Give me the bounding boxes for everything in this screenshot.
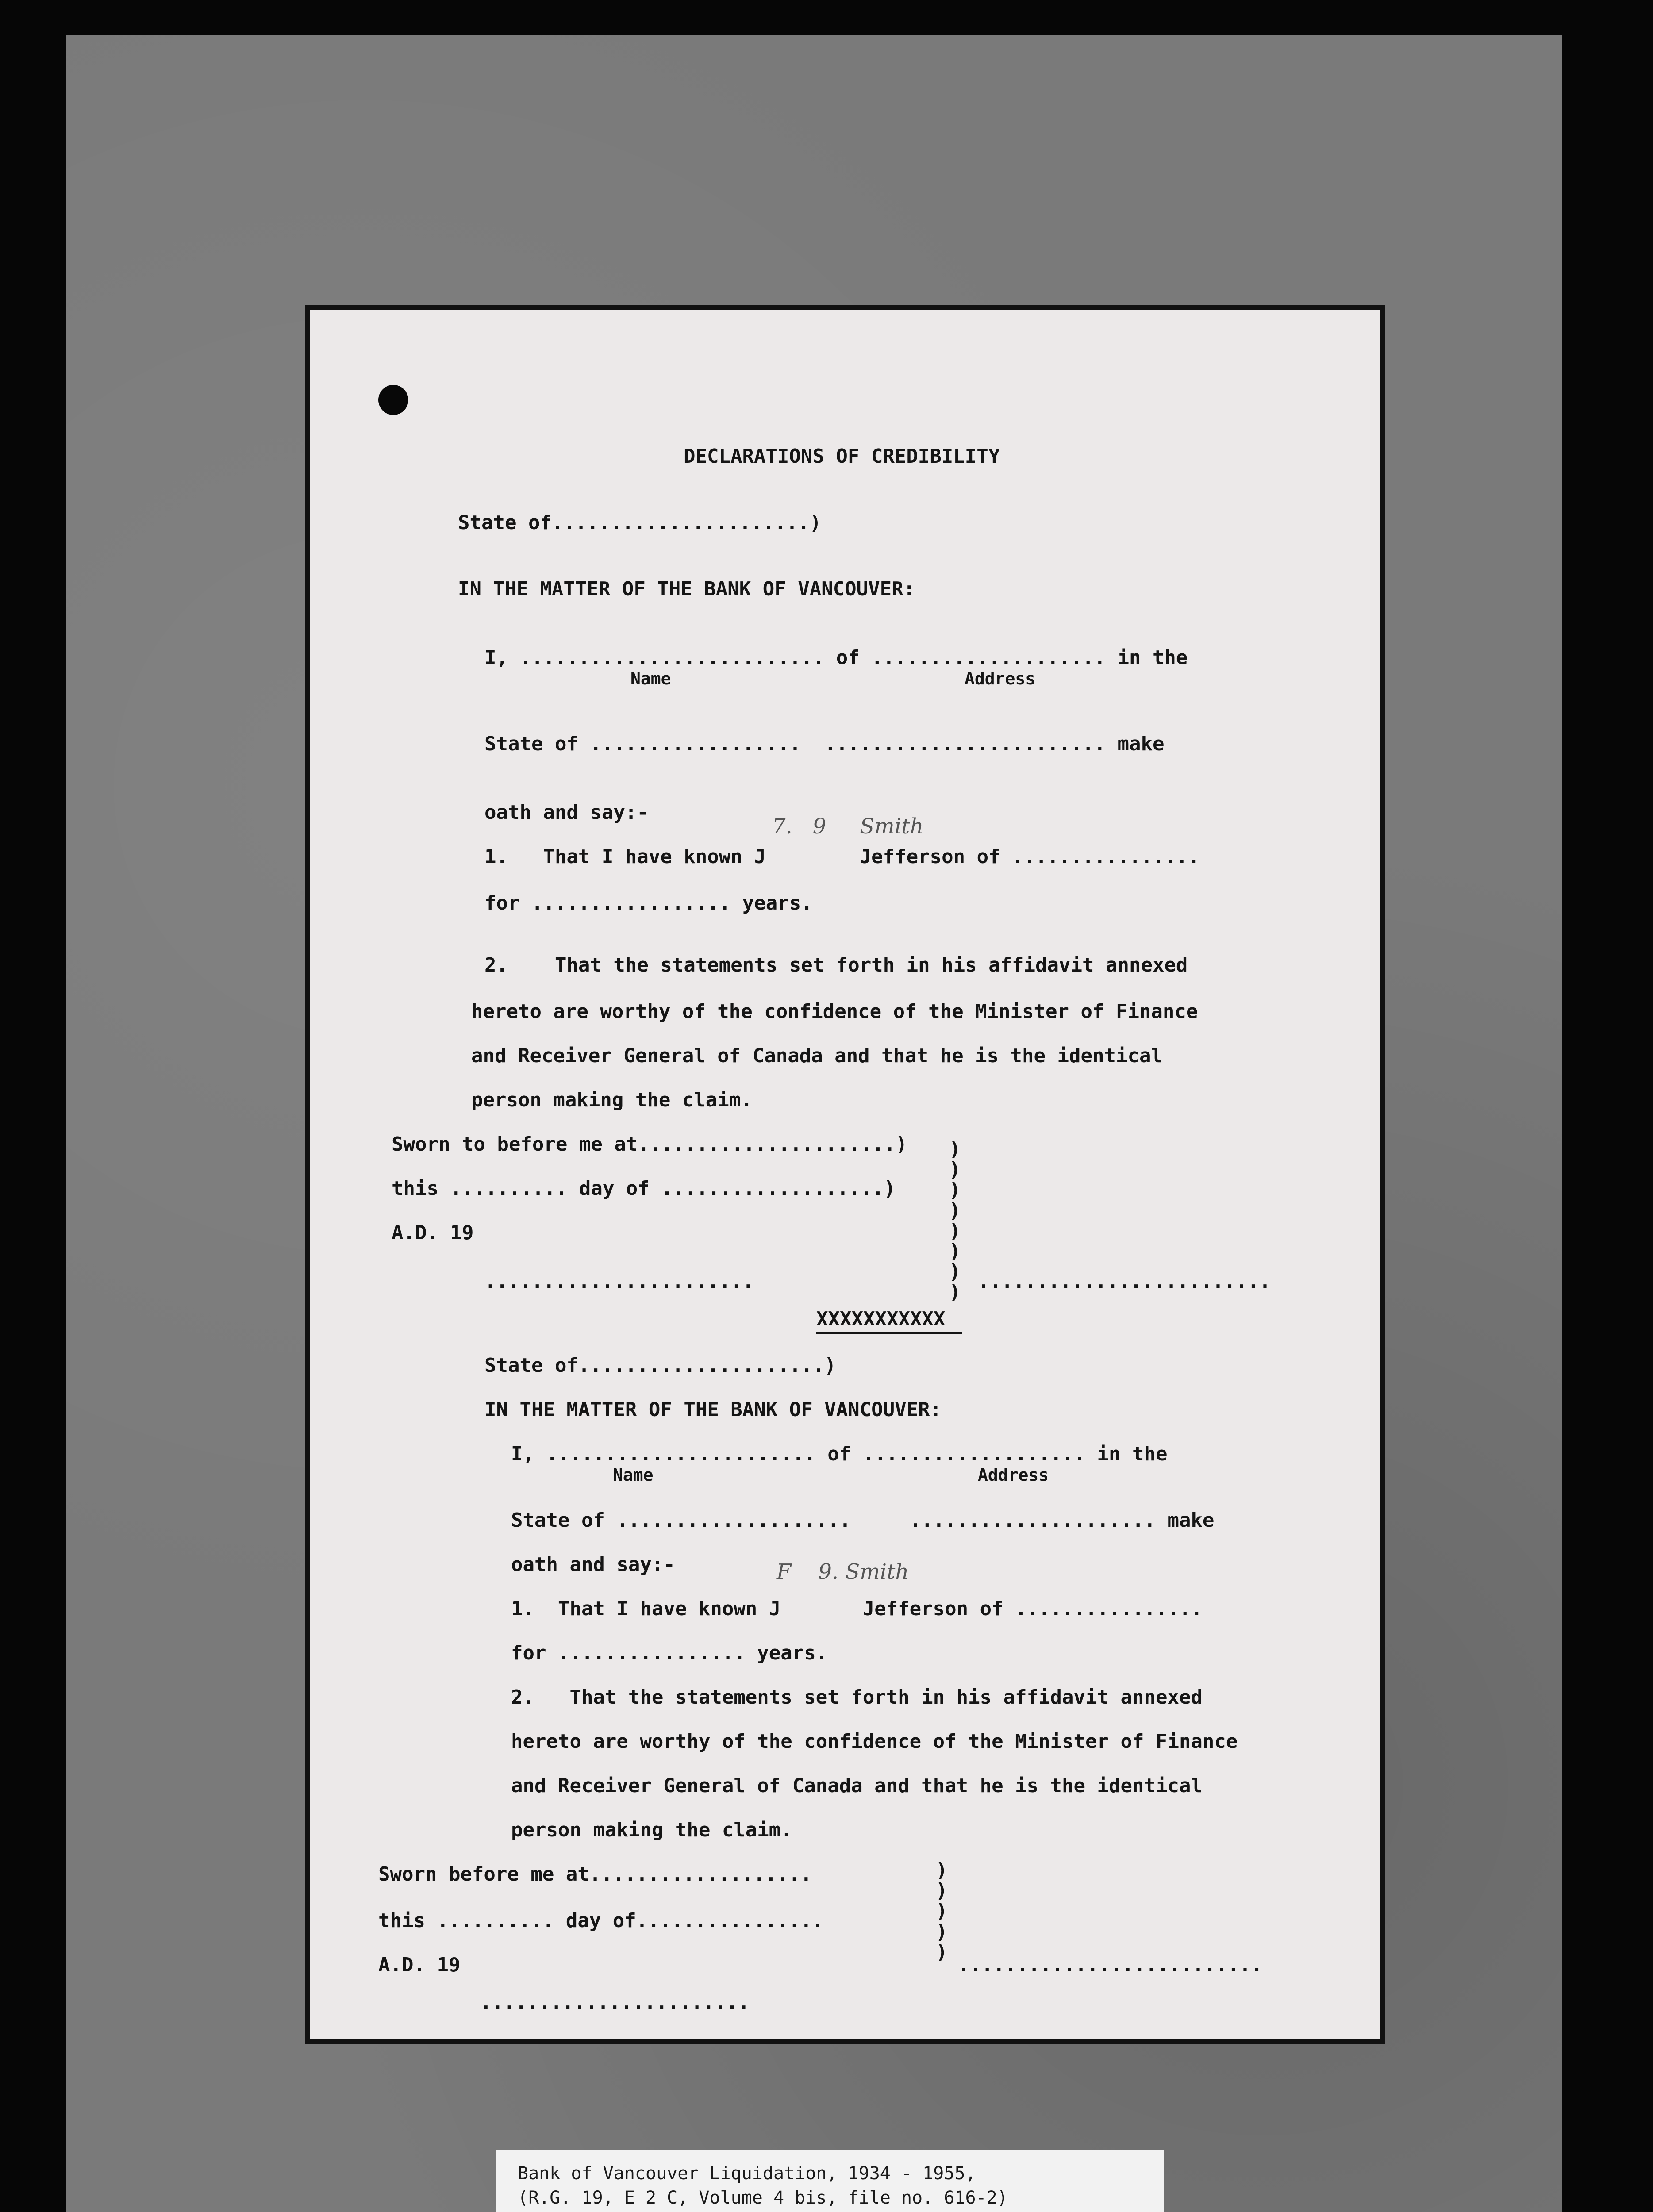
decl1-ad-line: A.D. 19 xyxy=(392,1221,474,1244)
section-separator: XXXXXXXXXXX xyxy=(816,1308,946,1330)
decl2-known-line: 1. That I have known J Jefferson of ................ xyxy=(511,1598,1203,1620)
decl2-paragraph2-line2: hereto are worthy of the confidence of the Minister of Finance xyxy=(511,1730,1238,1753)
decl1-state-line: State of......................) xyxy=(458,511,822,534)
decl2-for-line: for ................ years. xyxy=(511,1642,828,1664)
decl2-address-label: Address xyxy=(978,1465,1049,1485)
decl2-ad-line: A.D. 19 xyxy=(378,1954,461,1976)
decl1-state-make-line: State of .................. ........................ make xyxy=(484,733,1165,755)
decl1-signature-dots-right: ......................... xyxy=(978,1270,1271,1293)
decl2-paragraph2-line4: person making the claim. xyxy=(511,1819,792,1841)
decl2-paragraph2-line1: 2. That the statements set forth in his affidavit annexed xyxy=(511,1686,1203,1709)
decl2-matter-line: IN THE MATTER OF THE BANK OF VANCOUVER: xyxy=(484,1398,942,1421)
archive-reference-line2: (R.G. 19, E 2 C, Volume 4 bis, file no. 616-2) xyxy=(518,2188,1008,2208)
decl1-paragraph2-line1: 2. That the statements set forth in his affidavit annexed xyxy=(484,954,1188,976)
decl2-handwritten-note: F 9. Smith xyxy=(777,1559,909,1584)
separator-underline xyxy=(816,1332,962,1334)
decl1-this-line: this .......... day of ...................) xyxy=(392,1177,896,1200)
decl1-for-line: for ................. years. xyxy=(484,892,813,914)
decl1-known-line: 1. That I have known J Jefferson of ................ xyxy=(484,845,1199,868)
decl1-paragraph2-line4: person making the claim. xyxy=(471,1089,753,1111)
decl1-bracket: ) ) ) ) ) ) ) ) xyxy=(949,1138,961,1304)
punch-hole xyxy=(378,385,408,415)
decl2-i-line: I, ....................... of ................... in the xyxy=(511,1443,1168,1465)
decl1-sworn-line: Sworn to before me at......................) xyxy=(392,1133,907,1156)
decl2-state-line: State of.....................) xyxy=(484,1354,836,1377)
decl2-sworn-line: Sworn before me at................... xyxy=(378,1863,812,1886)
decl1-matter-line: IN THE MATTER OF THE BANK OF VANCOUVER: xyxy=(458,578,915,600)
decl2-signature-dots-right: .......................... xyxy=(958,1954,1263,1976)
decl1-signature-dots-left: ....................... xyxy=(484,1270,754,1293)
decl1-name-label: Name xyxy=(630,669,671,688)
decl1-address-label: Address xyxy=(965,669,1036,688)
decl1-handwritten-note: 7. 9 Smith xyxy=(772,814,924,839)
decl2-oath-line: oath and say:- xyxy=(511,1553,675,1576)
decl1-paragraph2-line3: and Receiver General of Canada and that he is the identical xyxy=(471,1045,1163,1067)
decl2-paragraph2-line3: and Receiver General of Canada and that he is the identical xyxy=(511,1774,1203,1797)
archive-reference-line1: Bank of Vancouver Liquidation, 1934 - 1955, xyxy=(518,2163,976,2184)
decl1-i-line: I, .......................... of .................... in the xyxy=(484,646,1188,669)
decl2-state-make-line: State of .................... ..................... make xyxy=(511,1509,1215,1532)
decl1-oath-line: oath and say:- xyxy=(484,801,649,824)
decl2-signature-dots-left: ....................... xyxy=(480,1991,750,2014)
decl2-this-line: this .......... day of................ xyxy=(378,1909,824,1932)
decl2-bracket: ) ) ) ) ) xyxy=(936,1859,948,1963)
document-title: DECLARATIONS OF CREDIBILITY xyxy=(684,445,1000,468)
decl1-paragraph2-line2: hereto are worthy of the confidence of the Minister of Finance xyxy=(471,1000,1198,1023)
decl2-name-label: Name xyxy=(613,1465,654,1485)
